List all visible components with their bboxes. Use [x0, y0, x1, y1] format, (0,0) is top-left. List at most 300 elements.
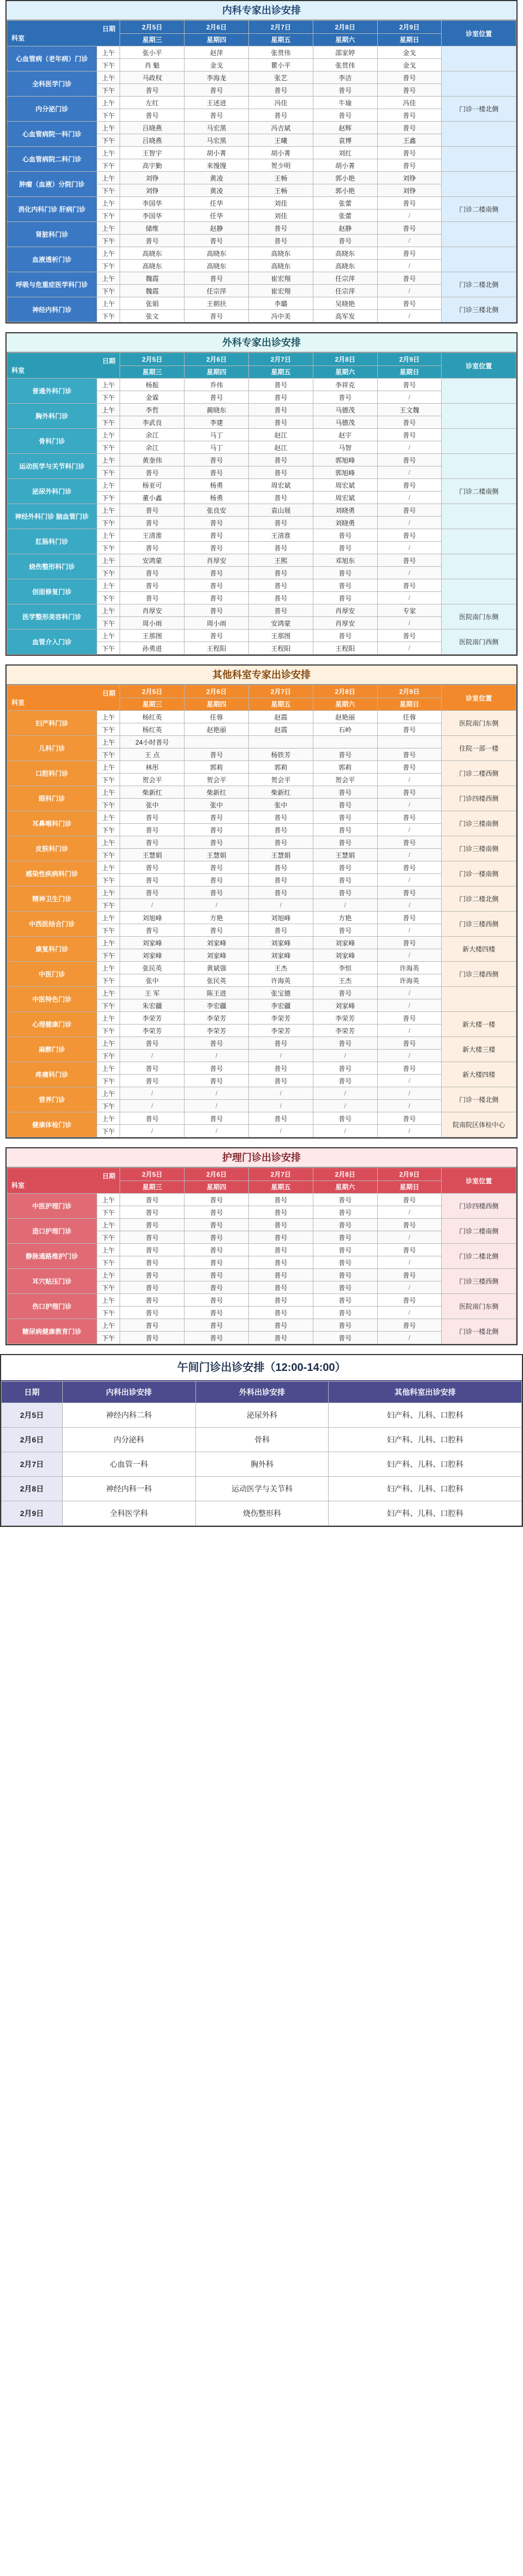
- doctor-cell: 张中: [185, 799, 249, 811]
- dept-name: 康复科门诊: [7, 937, 97, 962]
- doctor-cell: 王智宇: [120, 147, 185, 159]
- doctor-cell: 普号: [120, 1062, 185, 1075]
- period-label: 下午: [97, 159, 120, 172]
- doctor-cell: /: [377, 441, 442, 454]
- doctor-cell: 李荣芳: [313, 1025, 377, 1037]
- doctor-cell: 普号: [377, 1037, 442, 1050]
- weekday-header: 星期三: [120, 698, 185, 711]
- corner-header: [7, 21, 120, 46]
- period-label: 下午: [97, 824, 120, 836]
- period-label: 下午: [97, 924, 120, 937]
- doctor-cell: 普号: [120, 861, 185, 874]
- period-label: 下午: [97, 774, 120, 786]
- doctor-cell: 王程阳: [185, 642, 249, 655]
- table-row: [7, 479, 516, 492]
- doctor-cell: 赵艳丽: [185, 723, 249, 736]
- doctor-cell: /: [185, 1087, 249, 1100]
- schedule-table: [7, 20, 516, 322]
- dept-name: 眼科门诊: [7, 786, 97, 811]
- doctor-cell: 普号: [313, 861, 377, 874]
- doctor-cell: 普号: [313, 786, 377, 799]
- doctor-cell: 普号: [185, 466, 249, 479]
- period-label: 下午: [97, 1231, 120, 1244]
- dept-name: 肛肠科门诊: [7, 529, 97, 554]
- doctor-cell: 肖厚安: [120, 604, 185, 617]
- location-cell: [442, 147, 516, 172]
- doctor-cell: 杨铁芳: [248, 748, 313, 761]
- doctor-cell: 刘旭峰: [120, 912, 185, 924]
- location-cell: 住院一部一楼: [442, 736, 516, 761]
- doctor-cell: 赵艳丽: [313, 711, 377, 723]
- location-cell: [442, 122, 516, 147]
- doctor-cell: 普号: [377, 247, 442, 260]
- doctor-cell: 普号: [120, 517, 185, 529]
- dept-name: 心理健康门诊: [7, 1012, 97, 1037]
- doctor-cell: 王文魏: [377, 404, 442, 416]
- period-label: 下午: [97, 466, 120, 479]
- dept-name: 血液透析门诊: [7, 247, 97, 272]
- doctor-cell: 张贯伟: [248, 46, 313, 59]
- doctor-cell: 余江: [120, 441, 185, 454]
- doctor-cell: 李宏疆: [185, 999, 249, 1012]
- doctor-cell: 普号: [377, 147, 442, 159]
- weekday-header: 星期五: [248, 33, 313, 46]
- table-row: [7, 886, 516, 899]
- doctor-cell: 普号: [248, 836, 313, 849]
- doctor-cell: 赵江: [248, 441, 313, 454]
- weekday-header: 星期三: [120, 1181, 185, 1194]
- schedule-section: [5, 664, 518, 1139]
- doctor-cell: /: [120, 1050, 185, 1062]
- doctor-cell: 普号: [248, 542, 313, 554]
- dept-name: 骨科门诊: [7, 429, 97, 454]
- location-cell: 门诊二楼西侧: [442, 761, 516, 786]
- doctor-cell: /: [377, 999, 442, 1012]
- header-dept-label: 科室: [11, 1182, 25, 1189]
- location-cell: 门诊一楼北侧: [442, 1319, 516, 1344]
- doctor-cell: 王慧娟: [313, 849, 377, 861]
- dept-name: 医学整形美容科门诊: [7, 604, 97, 630]
- doctor-cell: 马智: [313, 441, 377, 454]
- doctor-cell: 普号: [248, 1219, 313, 1231]
- table-row: [7, 1012, 516, 1025]
- noon-cell: 泌尿外科: [195, 1403, 329, 1428]
- doctor-cell: 任华: [185, 197, 249, 209]
- location-cell: 门诊四楼西侧: [442, 786, 516, 811]
- dept-name: 糖尿病健康教育门诊: [7, 1319, 97, 1344]
- location-cell: 门诊一楼北侧: [442, 97, 516, 122]
- table-row: [7, 736, 516, 748]
- header-date-label: 日期: [102, 1172, 116, 1180]
- doctor-cell: 张民英: [185, 974, 249, 987]
- date-header: 2月8日: [313, 685, 377, 698]
- doctor-cell: 牛瑜: [313, 97, 377, 109]
- doctor-cell: 杨红英: [120, 723, 185, 736]
- doctor-cell: 周宏斌: [313, 492, 377, 504]
- doctor-cell: 郭莉: [248, 761, 313, 774]
- doctor-cell: [248, 736, 313, 748]
- doctor-cell: 普号: [248, 1112, 313, 1125]
- table-row: [7, 222, 516, 235]
- doctor-cell: 普号: [313, 799, 377, 811]
- location-cell: [442, 379, 516, 404]
- dept-name: 普通外科门诊: [7, 379, 97, 404]
- header-dept-label: 科室: [11, 699, 25, 706]
- doctor-cell: 刘晓勇: [313, 504, 377, 517]
- doctor-cell: 李荣芳: [120, 1012, 185, 1025]
- doctor-cell: 刘铮: [120, 184, 185, 197]
- period-label: 上午: [97, 297, 120, 310]
- doctor-cell: 普号: [185, 1231, 249, 1244]
- doctor-cell: 李海龙: [185, 71, 249, 84]
- period-label: 下午: [97, 1307, 120, 1319]
- doctor-cell: 郭旭峰: [313, 466, 377, 479]
- date-header: 2月6日: [185, 353, 249, 366]
- doctor-cell: /: [377, 542, 442, 554]
- table-row: [7, 630, 516, 642]
- doctor-cell: 刘家峰: [248, 949, 313, 962]
- table-row: [7, 1294, 516, 1307]
- table-row: [7, 861, 516, 874]
- doctor-cell: 张中: [120, 974, 185, 987]
- doctor-cell: 普号: [248, 466, 313, 479]
- doctor-cell: 普号: [313, 1075, 377, 1087]
- doctor-cell: 普号: [120, 109, 185, 122]
- location-cell: 新大楼四楼: [442, 1062, 516, 1087]
- doctor-cell: 李洁: [313, 71, 377, 84]
- date-header: 2月8日: [313, 21, 377, 34]
- location-cell: [442, 404, 516, 429]
- doctor-cell: 柴新红: [120, 786, 185, 799]
- doctor-cell: 赵宇: [313, 429, 377, 441]
- schedule-section: [5, 1147, 518, 1345]
- doctor-cell: 邵家婷: [313, 46, 377, 59]
- dept-name: 神经内科门诊: [7, 297, 97, 322]
- noon-cell: 全科医学科: [62, 1501, 195, 1526]
- location-cell: [442, 71, 516, 97]
- doctor-cell: 普号: [185, 542, 249, 554]
- location-header: 诊室位置: [442, 353, 516, 379]
- doctor-cell: 李宏疆: [248, 999, 313, 1012]
- dept-name: 皮肤科门诊: [7, 836, 97, 861]
- doctor-cell: 刘铮: [120, 172, 185, 184]
- noon-table: [1, 1381, 522, 1526]
- doctor-cell: 周小雨: [185, 617, 249, 630]
- table-row: [7, 761, 516, 774]
- doctor-cell: 普号: [377, 222, 442, 235]
- location-cell: 医院南门东侧: [442, 1294, 516, 1319]
- location-cell: [442, 579, 516, 604]
- doctor-cell: 普号: [248, 379, 313, 391]
- dept-name: 心血管病（老年病）门诊: [7, 46, 97, 71]
- doctor-cell: 高宇勤: [120, 159, 185, 172]
- doctor-cell: 刘旭峰: [248, 912, 313, 924]
- doctor-cell: 普号: [248, 454, 313, 466]
- doctor-cell: 刘家峰: [313, 999, 377, 1012]
- doctor-cell: 普号: [185, 886, 249, 899]
- doctor-cell: 普号: [248, 874, 313, 886]
- doctor-cell: /: [377, 1307, 442, 1319]
- period-label: 下午: [97, 260, 120, 272]
- date-header: 2月5日: [120, 1168, 185, 1181]
- doctor-cell: 王畅: [248, 172, 313, 184]
- doctor-cell: 普号: [120, 1112, 185, 1125]
- doctor-cell: 普号: [377, 811, 442, 824]
- table-row: [7, 604, 516, 617]
- period-label: 上午: [97, 529, 120, 542]
- table-row: [7, 1269, 516, 1281]
- period-label: 下午: [97, 723, 120, 736]
- doctor-cell: 张贯伟: [313, 59, 377, 71]
- doctor-cell: 普号: [377, 84, 442, 97]
- doctor-cell: 普号: [377, 504, 442, 517]
- doctor-cell: 普号: [185, 310, 249, 322]
- location-cell: [442, 172, 516, 197]
- dept-name: 感染性疾病科门诊: [7, 861, 97, 886]
- dept-name: 心血管病院二科门诊: [7, 147, 97, 172]
- doctor-cell: 贺会平: [185, 774, 249, 786]
- period-label: 上午: [97, 71, 120, 84]
- doctor-cell: 林彤: [120, 761, 185, 774]
- doctor-cell: /: [377, 466, 442, 479]
- dept-name: 肿瘤（血液）分院门诊: [7, 172, 97, 197]
- corner-header: [7, 1168, 120, 1194]
- date-header: 2月5日: [120, 685, 185, 698]
- doctor-cell: 普号: [377, 1269, 442, 1281]
- table-row: [7, 962, 516, 974]
- dept-name: 中医特色门诊: [7, 987, 97, 1012]
- doctor-cell: 普号: [313, 1307, 377, 1319]
- period-label: 下午: [97, 567, 120, 579]
- doctor-cell: 王慧娟: [185, 849, 249, 861]
- location-cell: [442, 429, 516, 454]
- period-label: 下午: [97, 492, 120, 504]
- period-label: 下午: [97, 1332, 120, 1344]
- weekday-header: 星期六: [313, 33, 377, 46]
- doctor-cell: 左红: [120, 97, 185, 109]
- doctor-cell: 黄凌: [185, 184, 249, 197]
- period-label: 上午: [97, 1219, 120, 1231]
- doctor-cell: 杨振: [120, 379, 185, 391]
- table-row: [7, 504, 516, 517]
- doctor-cell: 普号: [120, 836, 185, 849]
- doctor-cell: 普号: [120, 235, 185, 247]
- location-cell: 新大楼四楼: [442, 937, 516, 962]
- dept-name: 肾脏科门诊: [7, 222, 97, 247]
- period-label: 上午: [97, 1087, 120, 1100]
- doctor-cell: /: [377, 1100, 442, 1112]
- period-label: 上午: [97, 97, 120, 109]
- doctor-cell: 普号: [248, 84, 313, 97]
- doctor-cell: /: [185, 899, 249, 912]
- doctor-cell: 普号: [313, 567, 377, 579]
- table-row: [7, 172, 516, 184]
- doctor-cell: 王杰: [248, 962, 313, 974]
- doctor-cell: 普号: [313, 630, 377, 642]
- location-header: 诊室位置: [442, 685, 516, 711]
- doctor-cell: 肖 魁: [120, 59, 185, 71]
- doctor-cell: /: [377, 1281, 442, 1294]
- doctor-cell: 胡小菁: [248, 147, 313, 159]
- doctor-cell: 普号: [120, 811, 185, 824]
- doctor-cell: 普号: [185, 592, 249, 604]
- table-row: [7, 379, 516, 391]
- doctor-cell: 张娟: [120, 297, 185, 310]
- doctor-cell: 崔宏翔: [248, 272, 313, 285]
- noon-cell: 胸外科: [195, 1452, 329, 1477]
- table-row: [7, 579, 516, 592]
- doctor-cell: 普号: [248, 567, 313, 579]
- doctor-cell: 普号: [377, 429, 442, 441]
- location-cell: 门诊二楼北侧: [442, 272, 516, 297]
- doctor-cell: 李璐: [248, 297, 313, 310]
- corner-header: [7, 353, 120, 379]
- schedule-table: [7, 685, 516, 1137]
- doctor-cell: 普号: [248, 1062, 313, 1075]
- doctor-cell: /: [377, 642, 442, 655]
- location-cell: [442, 504, 516, 529]
- doctor-cell: /: [377, 874, 442, 886]
- location-cell: 门诊二楼南侧: [442, 197, 516, 222]
- location-cell: 门诊三楼西侧: [442, 912, 516, 937]
- weekday-header: 星期五: [248, 1181, 313, 1194]
- doctor-cell: 袁山展: [248, 504, 313, 517]
- doctor-cell: 吴晓艳: [313, 297, 377, 310]
- period-label: 下午: [97, 416, 120, 429]
- noon-row: [2, 1428, 522, 1452]
- doctor-cell: 王慧娟: [248, 849, 313, 861]
- header-dept-label: 科室: [11, 367, 25, 374]
- doctor-cell: 刘家峰: [313, 937, 377, 949]
- doctor-cell: 普号: [185, 391, 249, 404]
- corner-header: [7, 685, 120, 711]
- doctor-cell: 普号: [185, 861, 249, 874]
- period-label: 上午: [97, 46, 120, 59]
- date-header: 2月9日: [377, 353, 442, 366]
- doctor-cell: 普号: [377, 197, 442, 209]
- doctor-cell: 普号: [313, 1112, 377, 1125]
- doctor-cell: 王熙: [248, 554, 313, 567]
- period-label: 下午: [97, 1025, 120, 1037]
- doctor-cell: 普号: [120, 1281, 185, 1294]
- doctor-cell: 普号: [377, 1294, 442, 1307]
- location-cell: 医院南门东侧: [442, 604, 516, 630]
- doctor-cell: /: [377, 1256, 442, 1269]
- doctor-cell: 任蓉: [185, 711, 249, 723]
- noon-cell: 妇产科、儿科、口腔科: [329, 1501, 522, 1526]
- section-title: 其他科室专家出诊安排: [7, 666, 516, 685]
- doctor-cell: 普号: [377, 1219, 442, 1231]
- doctor-cell: 冯中美: [248, 310, 313, 322]
- doctor-cell: 普号: [377, 454, 442, 466]
- doctor-cell: 金戈: [185, 59, 249, 71]
- weekday-header: 星期四: [185, 698, 249, 711]
- doctor-cell: 高晓东: [248, 260, 313, 272]
- doctor-cell: 赵霞: [248, 711, 313, 723]
- doctor-cell: 李建: [185, 416, 249, 429]
- doctor-cell: 储维: [120, 222, 185, 235]
- header-row-dates: [7, 353, 516, 366]
- doctor-cell: [313, 736, 377, 748]
- doctor-cell: 普号: [377, 379, 442, 391]
- doctor-cell: 普号: [185, 1307, 249, 1319]
- date-header: 2月7日: [248, 685, 313, 698]
- doctor-cell: 王慧娟: [120, 849, 185, 861]
- period-label: 上午: [97, 147, 120, 159]
- location-cell: [442, 247, 516, 272]
- period-label: 上午: [97, 172, 120, 184]
- doctor-cell: 普号: [185, 811, 249, 824]
- table-row: [7, 1037, 516, 1050]
- doctor-cell: 王 军: [120, 987, 185, 999]
- doctor-cell: 普号: [248, 886, 313, 899]
- period-label: 上午: [97, 1269, 120, 1281]
- location-cell: [442, 529, 516, 554]
- doctor-cell: 肖厚安: [313, 604, 377, 617]
- weekday-header: 星期日: [377, 33, 442, 46]
- period-label: 下午: [97, 391, 120, 404]
- period-label: 上午: [97, 1062, 120, 1075]
- doctor-cell: 普号: [120, 1219, 185, 1231]
- doctor-cell: 普号: [120, 1075, 185, 1087]
- period-label: 上午: [97, 122, 120, 134]
- table-row: [7, 147, 516, 159]
- location-cell: 院南院区体检中心: [442, 1112, 516, 1137]
- doctor-cell: /: [248, 1125, 313, 1137]
- period-label: 下午: [97, 84, 120, 97]
- doctor-cell: /: [120, 1125, 185, 1137]
- doctor-cell: 普号: [185, 824, 249, 836]
- doctor-cell: 袁博: [313, 134, 377, 147]
- header-row-dates: [7, 21, 516, 34]
- dept-name: 运动医学与关节科门诊: [7, 454, 97, 479]
- doctor-cell: 普号: [313, 235, 377, 247]
- doctor-cell: 陈王进: [185, 987, 249, 999]
- doctor-cell: 普号: [248, 416, 313, 429]
- period-label: 上午: [97, 761, 120, 774]
- doctor-cell: /: [313, 1125, 377, 1137]
- doctor-cell: 普号: [120, 874, 185, 886]
- doctor-cell: 普号: [185, 1244, 249, 1256]
- schedule-section: [5, 332, 518, 656]
- doctor-cell: 普号: [313, 987, 377, 999]
- header-date-label: 日期: [102, 690, 116, 697]
- doctor-cell: 普号: [120, 886, 185, 899]
- weekday-header: 星期六: [313, 366, 377, 379]
- doctor-cell: /: [377, 987, 442, 999]
- doctor-cell: 普号: [377, 109, 442, 122]
- period-label: 下午: [97, 59, 120, 71]
- doctor-cell: 朱宏疆: [120, 999, 185, 1012]
- noon-date: 2月5日: [2, 1403, 63, 1428]
- period-label: 下午: [97, 974, 120, 987]
- table-row: [7, 1319, 516, 1332]
- period-label: 上午: [97, 1012, 120, 1025]
- doctor-cell: 王清淮: [248, 529, 313, 542]
- doctor-cell: 普号: [248, 1307, 313, 1319]
- dept-name: 中医护理门诊: [7, 1194, 97, 1219]
- doctor-cell: 王程阳: [313, 642, 377, 655]
- doctor-cell: 余江: [120, 429, 185, 441]
- doctor-cell: 王曦: [248, 134, 313, 147]
- dept-name: 血管介入门诊: [7, 630, 97, 655]
- doctor-cell: 普号: [185, 235, 249, 247]
- doctor-cell: 普号: [185, 1294, 249, 1307]
- doctor-cell: 吕晓燕: [120, 134, 185, 147]
- period-label: 上午: [97, 1319, 120, 1332]
- schedule-section: [5, 0, 518, 324]
- dept-name: 胸外科门诊: [7, 404, 97, 429]
